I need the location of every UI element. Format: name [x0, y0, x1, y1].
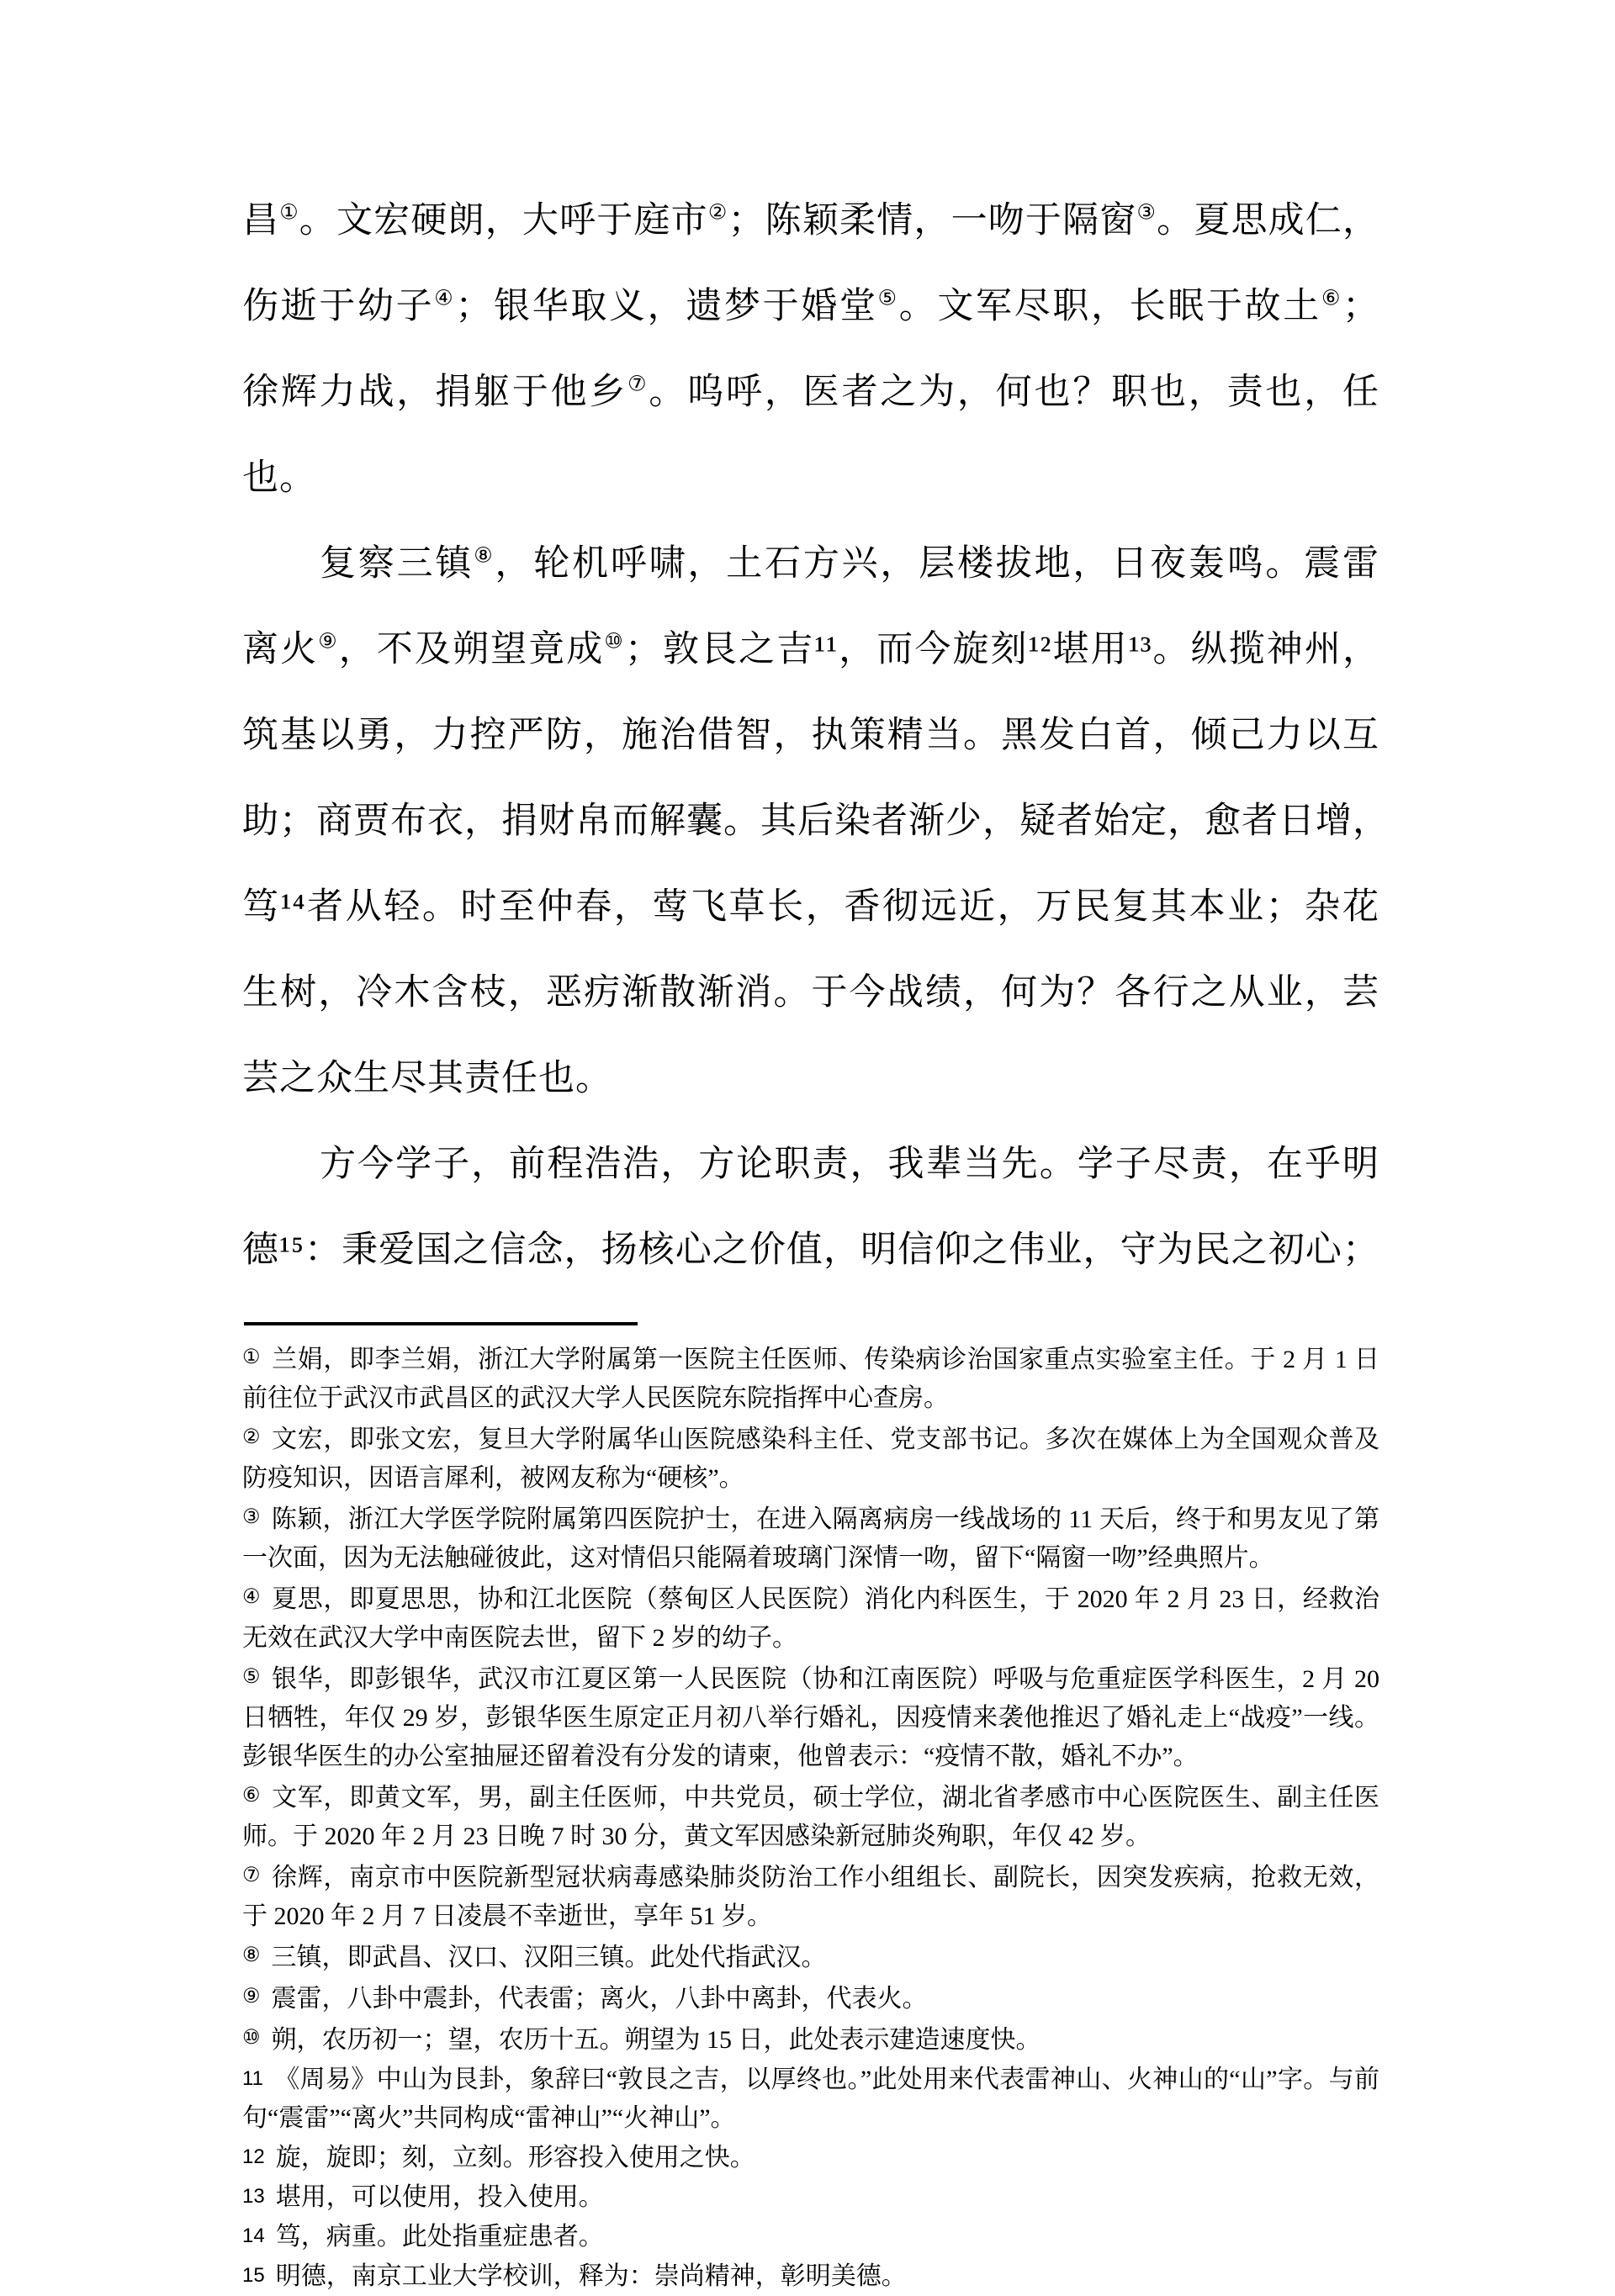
body-text-line: 伤逝于幼子④；银华取义，遗梦于婚堂⑤。文军尽职，长眠于故土⑥； [242, 287, 1380, 326]
footnote-marker: 14 [242, 2225, 265, 2247]
footnote [242, 1418, 1379, 1498]
footnote-text: 三镇，即武昌、汉口、汉阳三镇。此处代指武汉。 [271, 1944, 827, 1971]
footnote [242, 1856, 1379, 1936]
footnote-text: 震雷，八卦中震卦，代表雷；离火，八卦中离卦，代表火。 [271, 1985, 928, 2013]
footnote-text: 文宏，即张文宏，复旦大学附属华山医院感染科主任、党支部书记。多次在媒体上为全国观众普及防疫知识，因语言犀利，被网友称为“硬核”。 [242, 1426, 1380, 1492]
footnote-marker: 13 [242, 2185, 265, 2208]
footnote [242, 1578, 1379, 1658]
footnote [242, 1338, 1379, 1418]
footnote-marker: ⑨ [242, 1986, 261, 2008]
footnote [242, 1498, 1379, 1578]
footnote-text: 笃，病重。此处指重症患者。 [275, 2223, 604, 2251]
footnote-marker: ⑤ [242, 1666, 262, 1688]
body-text-line: 生树，冷木含枝，恶疠渐散渐消。于今战绩，何为？各行之从业，芸 [242, 973, 1379, 1013]
footnote-separator [244, 1322, 638, 1325]
body-text-line: 离火⑨，不及朔望竟成⑩；敦艮之吉¹¹，而今旋刻¹²堪用¹³。纵揽神州， [242, 630, 1380, 669]
body-text-line: 德¹⁵：秉爱国之信念，扬核心之价值，明信仰之伟业，守为民之初心； [242, 1230, 1379, 1270]
footnote-marker: 15 [242, 2264, 265, 2287]
footnote-text: 陈颖，浙江大学医学院附属第四医院护士，在进入隔离病房一线战场的 11 天后，终于和男友见了第一次面，因为无法触碰彼此，这对情侣只能隔着玻璃门深情一吻，留下“隔窗一吻”经典照片。 [242, 1505, 1379, 1572]
body-text-line: 徐辉力战，捐躯于他乡⑦。呜呼，医者之为，何也？职也，责也，任 [242, 373, 1380, 412]
footnote-marker: ⑥ [242, 1785, 262, 1807]
body-text-line: 方今学子，前程浩浩，方论职责，我辈当先。学子尽责，在乎明 [320, 1145, 1379, 1184]
footnote-text: 《周易》中山为艮卦，象辞曰“敦艮之吉，以厚终也。”此处用来代表雷神山、火神山的“山”字。与前句“震雷”“离火”共同构成“雷神山”“火神山”。 [242, 2066, 1379, 2132]
footnote-marker: 11 [242, 2067, 263, 2090]
footnote-text: 旋，旋即；刻，立刻。形容投入使用之快。 [275, 2144, 755, 2172]
footnote-text: 朔，农历初一；望，农历十五。朔望为 15 日，此处表示建造速度快。 [271, 2026, 1041, 2054]
body-text-line: 昌①。文宏硬朗，大呼于庭市②；陈颖柔情，一吻于隔窗③。夏思成仁， [242, 201, 1380, 241]
footnote-marker: ② [242, 1426, 262, 1448]
footnote-text: 夏思，即夏思思，协和江北医院（蔡甸区人民医院）消化内科医生，于 2020 年 2 月 23 日，经救治无效在武汉大学中南医院去世，留下 2 岁的幼子。 [242, 1585, 1379, 1652]
body-text-line: 复察三镇⑧，轮机呼啸，土石方兴，层楼拔地，日夜轰鸣。震雷 [320, 544, 1380, 584]
footnote-marker: ⑦ [242, 1865, 262, 1886]
footnote [242, 2018, 1379, 2060]
body-text-line: 助；商贾布衣，捐财帛而解囊。其后染者渐少，疑者始定，愈者日增， [242, 801, 1390, 841]
footnote [242, 2217, 1379, 2256]
footnote [242, 2256, 1379, 2296]
footnote-text: 兰娟，即李兰娟，浙江大学附属第一医院主任医师、传染病诊治国家重点实验室主任。于 2 月 1 日前往位于武汉市武昌区的武汉大学人民医院东院指挥中心查房。 [242, 1346, 1380, 1412]
body-text-line: 笃¹⁴者从轻。时至仲春，莺飞草长，香彻远近，万民复其本业；杂花 [242, 887, 1379, 927]
footnote [242, 1936, 1379, 1977]
footnote [242, 1977, 1379, 2018]
footnote-text: 银华，即彭银华，武汉市江夏区第一人民医院（协和江南医院）呼吸与危重症医学科医生，2 月 20 日牺牲，年仅 29 岁，彭银华医生原定正月初八举行婚礼，因疫情来袭他推迟了婚礼走上“战疫”一线。彭银华医生的办公室抽屉还留着没有分发的请柬，他曾表示：“疫情不散，婚礼不办”。 [242, 1665, 1379, 1770]
footnote-text: 文军，即黄文军，男，副主任医师，中共党员，硕士学位，湖北省孝感市中心医院医生、副主任医师。于 2020 年 2 月 23 日晚 7 时 30 分，黄文军因感染新冠肺炎殉职，年仅 42 岁。 [242, 1784, 1380, 1850]
footnote-text: 徐辉，南京市中医院新型冠状病毒感染肺炎防治工作小组组长、副院长，因突发疾病，抢救无效，于 2020 年 2 月 7 日凌晨不幸逝世，享年 51 岁。 [242, 1864, 1380, 1930]
footnote [242, 1658, 1379, 1776]
footnote-marker: ① [242, 1346, 262, 1368]
body-text-line: 芸之众生尽其责任也。 [242, 1059, 612, 1098]
footnote-marker: ④ [242, 1586, 262, 1608]
footnote-marker: 12 [242, 2145, 265, 2168]
footnote-marker: ③ [242, 1506, 261, 1528]
footnote-text: 堪用，可以使用，投入使用。 [275, 2183, 604, 2211]
footnote-marker: ⑩ [242, 2027, 261, 2049]
footnote [242, 2138, 1379, 2177]
body-text-line: 筑基以勇，力控严防，施治借智，执策精当。黑发白首，倾己力以互 [242, 716, 1379, 755]
body-text [242, 178, 1390, 1293]
body-text-line: 也。 [242, 458, 316, 498]
footnote [242, 2060, 1379, 2138]
footnote-text: 明德，南京工业大学校训，释为：崇尚精神，彰明美德。 [275, 2262, 907, 2290]
footnotes [242, 1338, 1379, 2296]
footnote [242, 2177, 1379, 2217]
footnote [242, 1776, 1379, 1856]
footnote-marker: ⑧ [242, 1944, 261, 1966]
